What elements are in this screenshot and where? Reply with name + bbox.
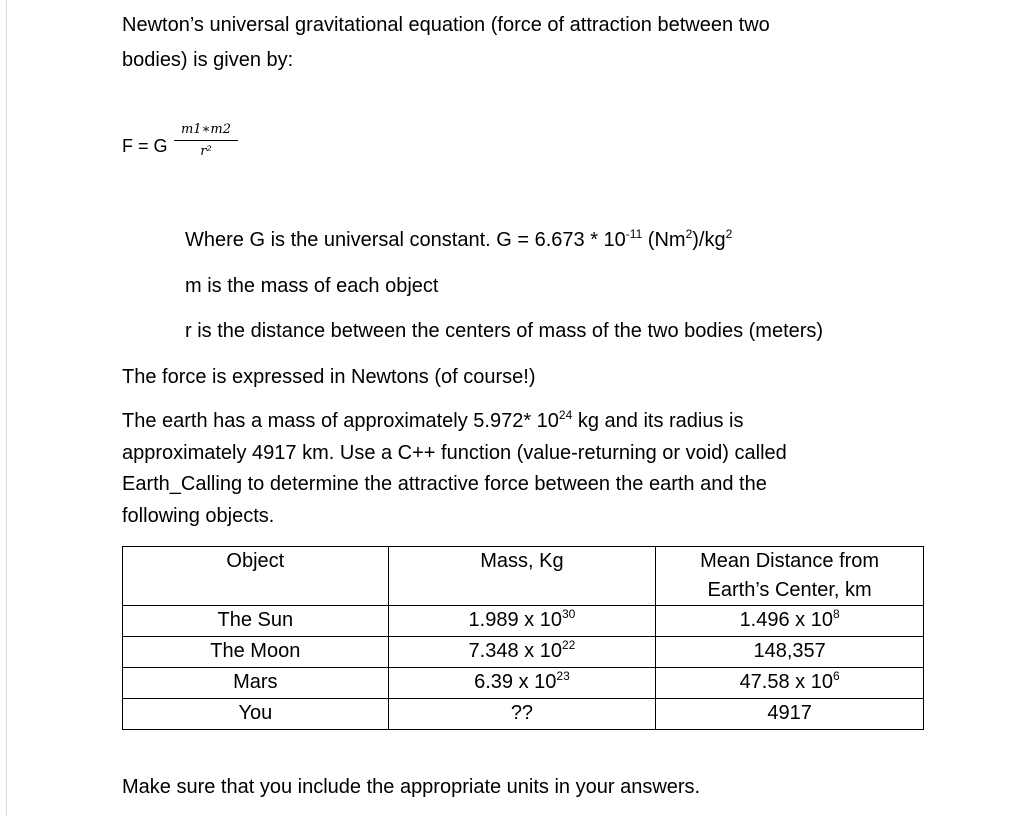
cell-object: The Moon <box>123 637 389 668</box>
table-header-row <box>123 547 924 606</box>
table-row <box>123 699 924 730</box>
cell-distance: 47.58 x $10^6$ <box>656 668 924 699</box>
table-row <box>123 637 924 668</box>
footer-note: Make sure that you include the appropriate units in your answers. <box>122 776 701 798</box>
problem-line-2: approximately 4917 km. Use a C++ function (value-returning or void) called <box>122 442 787 464</box>
problem-line-3: Earth_Calling to determine the attractive force between the earth and the <box>122 473 767 495</box>
intro-line-2: bodies) is given by: <box>122 49 294 71</box>
cell-mass: 6.39 x $10^{23}$ <box>388 668 656 699</box>
problem-line-4: following objects. <box>122 505 275 527</box>
cell-mass: 1.989 x $10^{30}$ <box>388 606 656 637</box>
cell-distance: 148,357 <box>656 637 924 668</box>
table-row <box>123 606 924 637</box>
formula-lhs: F = G <box>122 136 168 156</box>
page-left-border <box>6 0 7 816</box>
table-row <box>123 668 924 699</box>
cell-object: You <box>123 699 389 730</box>
definition-g: Where G is the universal constant. $G = 6.673 * 10^{-11}$ $(Nm^2)/kg^2$ <box>185 227 733 251</box>
cell-object: The Sun <box>123 606 389 637</box>
cell-object: Mars <box>123 668 389 699</box>
definition-r: r is the distance between the centers of mass of the two bodies (meters) <box>185 320 824 342</box>
header-object: Object <box>123 547 389 606</box>
cell-mass: ?? <box>388 699 656 730</box>
header-distance: Mean Distance from Earth’s Center, km <box>656 547 924 606</box>
cell-distance: 4917 <box>656 699 924 730</box>
problem-line-1: The earth has a mass of approximately 5.972* $10^{24}$ kg and its radius is <box>122 408 744 432</box>
header-mass: Mass, Kg <box>388 547 656 606</box>
formula-numerator: m1∗m2 <box>174 122 238 141</box>
cell-mass: 7.348 x $10^{22}$ <box>388 637 656 668</box>
force-unit-note: The force is expressed in Newtons (of course!) <box>122 366 536 388</box>
formula-fraction <box>174 122 238 159</box>
formula-denominator: r² <box>200 144 212 159</box>
intro-line-1: Newton’s universal gravitational equation (force of attraction between two <box>122 14 770 36</box>
cell-distance: 1.496 x $10^8$ <box>656 606 924 637</box>
objects-table <box>122 546 924 730</box>
definition-m: m is the mass of each object <box>185 275 439 297</box>
